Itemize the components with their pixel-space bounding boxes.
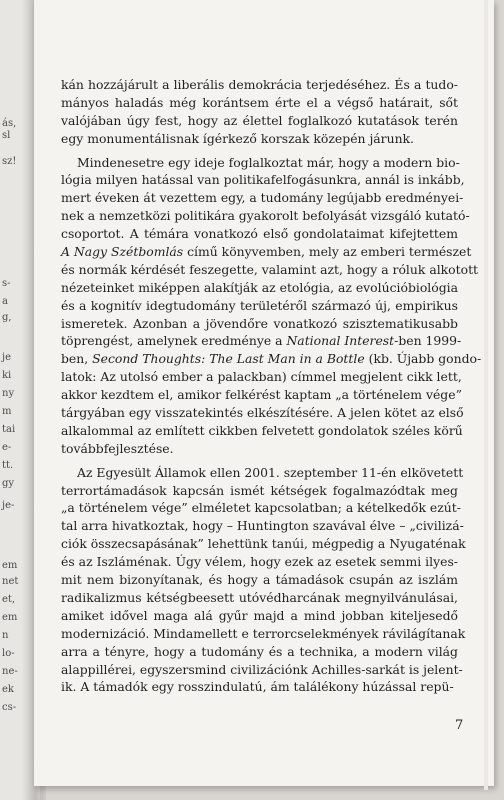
text-line: akkor kezdtem el, amikor felkérést kaptam „a történelem vége” — [61, 387, 462, 403]
facing-page-fragment: je- — [2, 500, 15, 511]
facing-page-fragment: tai — [2, 424, 16, 435]
facing-page-fragment: em — [2, 612, 18, 623]
text-line: és normák kérdését feszegette, valamint azt, hogy a róluk alkotott — [61, 261, 479, 277]
text-line: nézeteinket miképpen alakítják az etológia, az evolúcióbiológia — [61, 279, 458, 295]
text-line: ik. A támadók egy rosszindulatú, ám találékony húzással repü- — [61, 679, 454, 695]
text-line: csoportot. A témára vonatkozó első gondolataimat kifejtettem — [61, 226, 458, 242]
book-page — [34, 0, 494, 786]
facing-page-fragment: ás, — [2, 118, 17, 129]
text-line: „a történelem vége” elméletet kapcsolatban; a kételkedők ezút- — [61, 500, 461, 516]
facing-page-fragment: cs- — [2, 702, 17, 713]
facing-page-fragment: ek — [2, 684, 14, 695]
text-line: ben, Second Thoughts: The Last Man in a Bottle (kb. Újabb gondo- — [61, 351, 482, 367]
facing-page-fragment: je — [2, 352, 12, 363]
facing-page-fragment: n — [2, 630, 9, 641]
text-line: és a kognitív idegtudomány területéről származó új, empirikus — [61, 297, 458, 313]
text-line: modernizáció. Mindamellett e terrorcselekmények rávilágítanak — [61, 625, 466, 641]
facing-page-fragment: em — [2, 560, 18, 571]
facing-page-fragment: gy — [2, 478, 15, 489]
text-line: terrortámadások kapcsán ismét kétségek fogalmazódtak meg — [61, 482, 458, 498]
text-line: mert éveken át vezettem egy, a tudomány legújabb eredményei- — [61, 190, 464, 206]
text-line: arra a tényre, hogy a tudomány és a technika, a modern világ — [61, 643, 458, 659]
facing-page-fragment: sz! — [2, 156, 17, 167]
text-line: lógia milyen hatással van politikafelfogásunkra, annál is inkább, — [61, 172, 465, 188]
text-line: tal arra hivatkoztak, hogy – Huntington szavával élve – „civilizá- — [61, 518, 464, 534]
text-line: és az Iszláménak. Úgy vélem, hogy ezek az esetek semmi ilyes- — [61, 554, 458, 570]
text-line: amiket idővel maga alá gyűr majd a mind jobban kiteljesedő — [61, 607, 458, 623]
facing-page-fragment: a — [2, 296, 8, 307]
text-line: egy monumentálisnak ígérkező korszak közepén járunk. — [61, 130, 415, 146]
text-line: mit nem bizonyítanak, és hogy a támadások csupán az iszlám — [61, 572, 458, 588]
text-line: alkalommal az említett cikkben felvetett gondolatok széles körű — [61, 422, 463, 438]
text-line: alappillérei, egyszersmind civilizációnk Achilles-sarkát is jelent- — [61, 661, 463, 677]
facing-page-fragment: tt. — [2, 460, 14, 471]
facing-page-fragment: s- — [2, 278, 11, 289]
text-line: töprengést, amelynek eredménye a National Interest-ben 1999- — [61, 333, 462, 349]
text-line: nek a nemzetközi politikára gyakorolt befolyását vizsgáló kutató- — [61, 208, 470, 224]
facing-page-fragment: e- — [2, 442, 12, 453]
facing-page-fragment: et, — [2, 594, 16, 605]
facing-page-fragment: ny — [2, 388, 15, 399]
text-line: A Nagy Szétbomlás című könyvemben, mely az emberi természet — [61, 244, 472, 260]
text-line: radikalizmus kétségbeesett utóvédharcának megnyilvánulásai, — [61, 589, 458, 605]
text-line: mányos haladás még korántsem érte el a végső határait, sőt — [61, 94, 458, 110]
facing-page-fragment: lo- — [2, 648, 15, 659]
page-edge — [484, 0, 488, 790]
facing-page-fragment: ki — [2, 370, 12, 381]
facing-page-fragment: sl — [2, 130, 11, 141]
page-number: 7 — [455, 718, 464, 733]
facing-page-fragment: m — [2, 406, 12, 417]
body-text — [61, 76, 482, 696]
text-line: továbbfejlesztése. — [61, 440, 174, 456]
text-line: tárgyában egy visszatekintés elkészítésére. A jelen kötet az első — [61, 405, 464, 421]
text-line: ciók összecsapásának” lehettünk tanúi, mégpedig a Nyugaténak — [61, 536, 466, 552]
text-line: valójában úgy fest, hogy az élettel foglalkozó kutatások terén — [61, 112, 458, 128]
text-line: latok: Az utolsó ember a palackban) címmel megjelent cikk lett, — [61, 369, 462, 385]
facing-page-fragment: ne- — [2, 666, 18, 677]
text-line: Az Egyesült Államok ellen 2001. szeptember 11-én elkövetett — [77, 464, 464, 480]
text-line: Mindenesetre egy ideje foglalkoztat már, hogy a modern bio- — [77, 154, 460, 170]
facing-page-fragment: net — [2, 576, 19, 587]
text-line: ismeretek. Azonban a jövendőre vonatkozó szisztematikusabb — [61, 315, 458, 331]
facing-page-fragment: g, — [2, 312, 12, 323]
text-line: kán hozzájárult a liberális demokrácia terjedéséhez. És a tudo- — [61, 77, 458, 92]
